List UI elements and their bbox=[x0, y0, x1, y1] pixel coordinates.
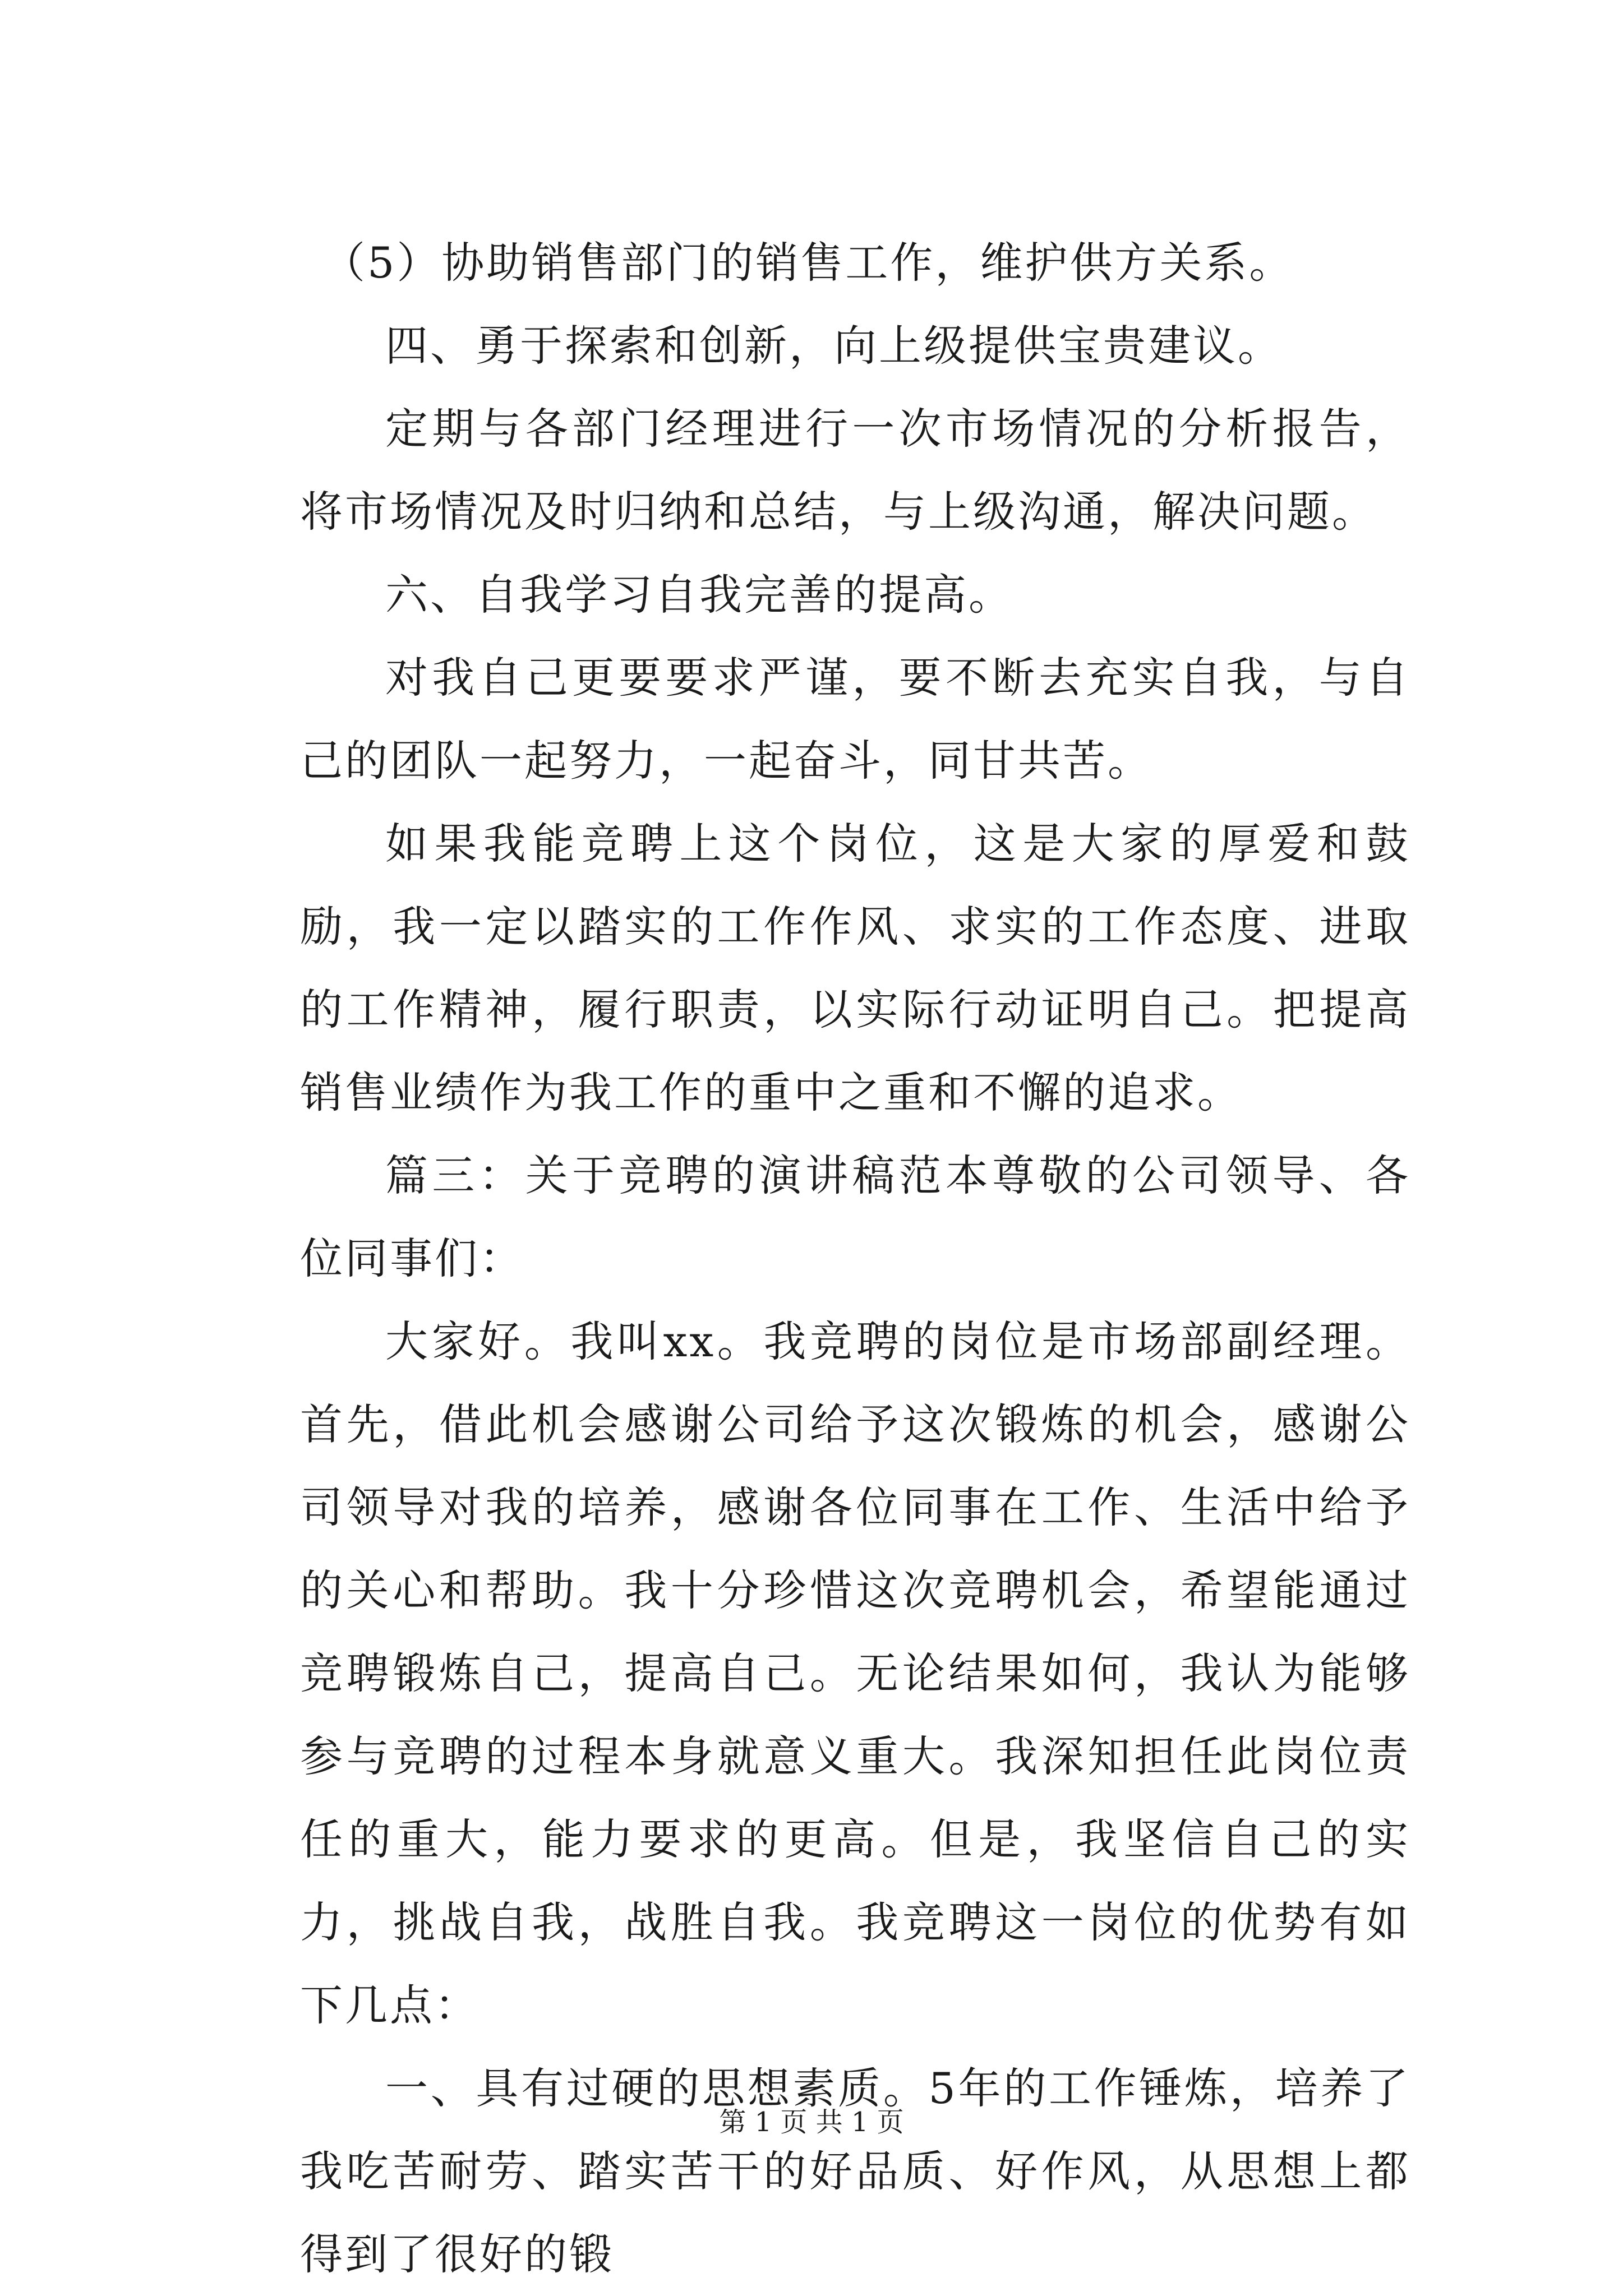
document-body bbox=[300, 221, 1410, 2296]
section-heading: 篇三：关于竞聘的演讲稿范本尊敬的公司领导、各位同事们： bbox=[300, 1151, 1410, 1283]
paragraph: 定期与各部门经理进行一次市场情况的分析报告，将市场情况及时归纳和总结，与上级沟通，解决问题。 bbox=[300, 404, 1410, 537]
paragraph: 如果我能竞聘上这个岗位，这是大家的厚爱和鼓励，我一定以踏实的工作作风、求实的工作态度、进取的工作精神，履行职责，以实际行动证明自己。把提高销售业绩作为我工作的重中之重和不懈的追求。 bbox=[300, 819, 1410, 1117]
paragraph: 四、勇于探索和创新，向上级提供宝贵建议。 bbox=[385, 321, 1283, 371]
page-number-footer: 第 1 页 共 1 页 bbox=[719, 2106, 904, 2138]
paragraph: （5）协助销售部门的销售工作，维护供方关系。 bbox=[322, 238, 1294, 288]
paragraph: 大家好。我叫xx。我竞聘的岗位是市场部副经理。首先，借此机会感谢公司给予这次锻炼的机会，感谢公司领导对我的培养，感谢各位同事在工作、生活中给予的关心和帮助。我十分珍惜这次竞聘机会，希望能通过竞聘锻炼自己，提高自己。无论结果如何，我认为能够参与竞聘的过程本身就意义重大。我深知担任此岗位责任的重大，能力要求的更高。但是，我坚信自己的实力，挑战自我，战胜自我。我竞聘这一岗位的优势有如下几点： bbox=[300, 1316, 1410, 2030]
paragraph: 六、自我学习自我完善的提高。 bbox=[385, 570, 1013, 620]
paragraph: 对我自己更要要求严谨，要不断去充实自我，与自己的团队一起努力，一起奋斗，同甘共苦。 bbox=[300, 653, 1410, 786]
paragraph: 一、具有过硬的思想素质。5年的工作锤炼，培养了我吃苦耐劳、踏实苦干的好品质、好作风，从思想上都得到了很好的锻 bbox=[300, 2063, 1410, 2279]
